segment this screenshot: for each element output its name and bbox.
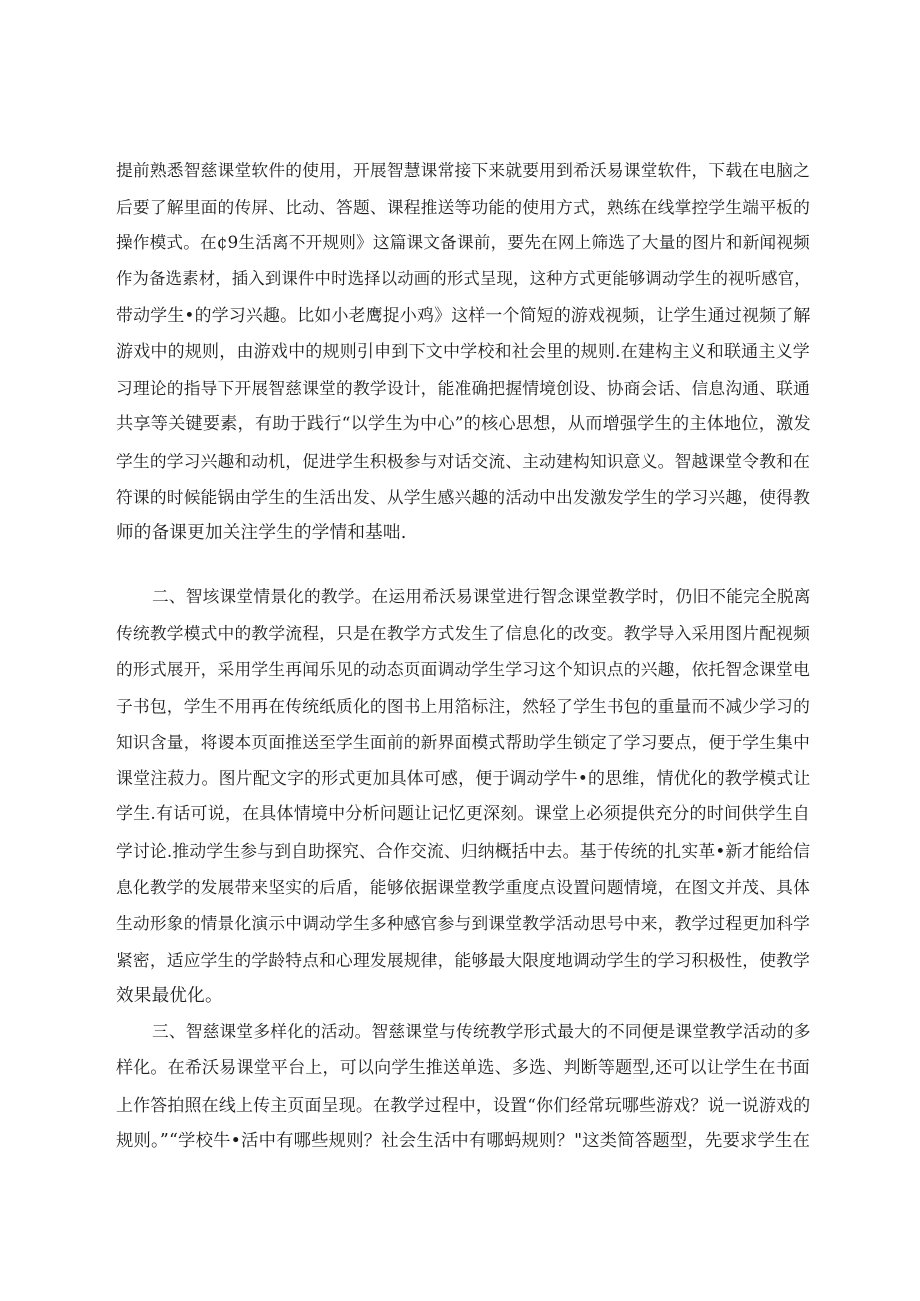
text-line: 符课的时候能锅由学生的生活出发、从学生感兴趣的活动中出发激发学生的学习兴趣，使得教	[116, 487, 810, 507]
text-line: 游戏中的规则，由游戏中的规则引申到下文中学校和社会里的规则.在建构主义和联通主义学	[116, 342, 810, 362]
text-line: 课堂注菽力。图片配文字的形式更加具体可感，便于调动学牛•的思维，情优化的教学模式让	[116, 768, 811, 788]
text-line: 带动学生•的学习兴趣。比如小老鹰捉小鸡》这样一个简短的游戏视频，让学生通过视频了解	[116, 305, 811, 325]
text-line: 作为备选素材，插入到课件中时选择以动画的形式呈现，这种方式更能够调动学生的视听感官，	[116, 269, 811, 288]
text-line: 样化。在希沃易课堂平台上，可以向学生推送单选、多选、判断等题型,还可以让学生在书面	[116, 1058, 810, 1078]
text-line: 子书包，学生不用再在传统纸质化的图书上用箔标注，然轻了学生书包的重量而不减少学习的	[116, 696, 810, 716]
text-line: 生动形象的情景化演示中调动学生多种感官参与到课堂教学活动思号中来，教学过程更加科学	[116, 913, 810, 933]
text-line: 操作模式。在¢9生活离不开规则》这篇课文备课前，要先在网上筛选了大量的图片和新闻视频	[116, 233, 810, 252]
text-line: 传统教学模式中的教学流程，只是在教学方式发生了信息化的改变。教学导入采用图片配视频	[116, 623, 810, 643]
text-line: 的形式展开，采用学生再闻乐见的动态页面调动学生学习这个知识点的兴趣，依托智念课堂电	[116, 659, 810, 679]
text-line: 知识含量，将谡本页面推送至学生面前的新界面模式帮助学生锁定了学习要点，便于学生集中	[116, 732, 810, 752]
text-line: 习理论的指导下开展智慈课堂的教学设计，能准确把握情境创设、协商会话、信息沟通、联通	[116, 378, 810, 398]
text-line: 学生的学习兴趣和动机，促进学生积极参与对话交流、主动建构知识意义。智越课堂令教和在	[116, 451, 810, 471]
text-line: 紧密，适应学生的学龄特点和心理发展规律，能够最大限度地调动学生的学习积极性，使教学	[116, 950, 810, 970]
text-line: 二、智垓课堂情景化的教学。在运用希沃易课堂进行智念课堂教学时，仍旧不能完全脱离	[152, 587, 811, 606]
text-line: 规则。”“学校牛•活中有哪些规则？社会生活中有哪蚂规则？"这类简答题型，先要求学生在	[116, 1131, 811, 1151]
text-line: 师的备课更加关注学生的学情和基咄.	[116, 523, 407, 543]
text-line: 学生.有话可说，在具体情境中分析问题让记忆更深刻。课堂上必须提供充分的时间供学生自	[116, 804, 810, 824]
text-line: 息化教学的发展带来坚实的后盾，能够依据课堂教学重度点设置问题情境，在图文并茂、具体	[116, 877, 810, 897]
text-line: 效果最优化。	[116, 986, 223, 1006]
text-line: 提前熟悉智慈课堂软件的使用，开展智慧课常接下来就要用到希沃易课堂软件，下载在电脑之	[116, 160, 810, 180]
text-line: 学讨论.推动学生参与到自助探究、合作交流、归纳概括中去。基于传统的扎实革•新才能给信	[116, 841, 811, 861]
text-line: 共享等关键要素，有助于践行“以学生为中心”的核心思想，从而增强学生的主体地位，激发	[116, 414, 811, 434]
text-line: 上作答拍照在线上传主页面呈现。在教学过程中，设置“你们经常玩哪些游戏？说一说游戏的	[116, 1095, 811, 1115]
text-line: 三、智慈课堂多样化的活动。智慈课堂与传统教学形式最大的不同便是课堂教学活动的多	[152, 1022, 811, 1041]
text-line: 后要了解里面的传屏、比动、答题、课程推送等功能的使用方式，熟练在线掌控学生端平板的	[116, 197, 810, 217]
